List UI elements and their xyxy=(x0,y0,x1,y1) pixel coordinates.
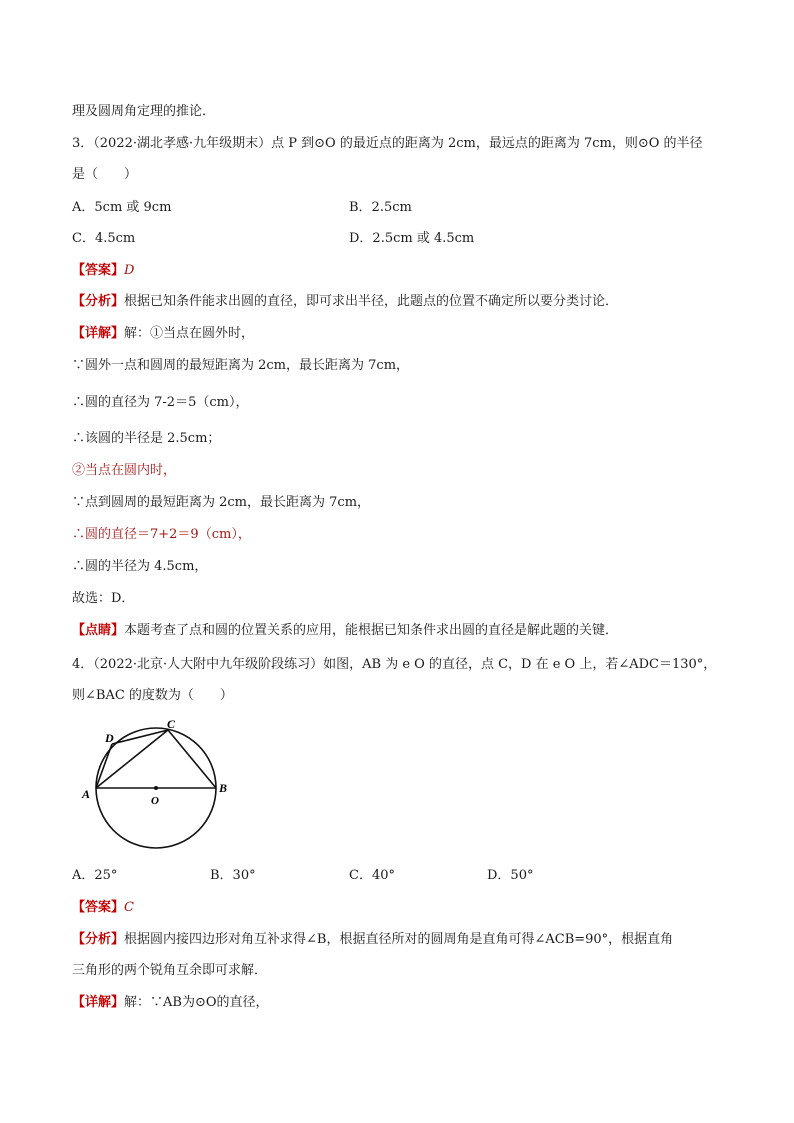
circle-diagram xyxy=(72,718,242,858)
answer-tag: 【答案】 xyxy=(72,263,125,278)
question-3-stem: 3．（2022·湖北孝感·九年级期末）点 P 到⊙O 的最近点的距离为 2cm，最远点的距离为 7cm，则⊙O 的半径 xyxy=(72,136,703,151)
option-c: C．4.5cm xyxy=(72,231,136,246)
comment-tag: 【点睛】 xyxy=(72,623,125,638)
solution-step: ∵点到圆周的最短距离为 2cm，最长距离为 7cm， xyxy=(72,495,371,510)
label-a: A xyxy=(82,787,91,801)
detail-line xyxy=(72,993,269,1013)
label-d: D xyxy=(105,731,114,745)
solution-step: ∵圆外一点和圆周的最短距离为 2cm，最长距离为 7cm， xyxy=(72,358,410,373)
answer-value: D xyxy=(124,263,135,278)
solution-step: ∴圆的直径为 7-2＝5（cm）， xyxy=(72,395,249,410)
solution-step: ②当点在圆内时， xyxy=(72,463,177,478)
analysis-line xyxy=(72,930,673,950)
solution-step: 故选：D． xyxy=(72,591,135,606)
label-b: B xyxy=(219,781,228,795)
analysis-tag: 【分析】 xyxy=(72,294,125,309)
analysis-line xyxy=(72,292,618,312)
detail-tag: 【详解】 xyxy=(72,995,125,1010)
answer-line xyxy=(72,261,134,281)
answer-line xyxy=(72,898,134,918)
answer-value: C xyxy=(124,900,134,915)
detail-line xyxy=(72,324,254,344)
option-d: D．50° xyxy=(487,868,534,883)
question-3-stem-cont: 是（ ） xyxy=(72,167,138,182)
comment-text: 本题考查了点和圆的位置关系的应用，能根据已知条件求出圆的直径是解此题的关键． xyxy=(124,623,619,638)
option-b: B．2.5cm xyxy=(349,200,412,215)
option-a: A．5cm 或 9cm xyxy=(72,200,172,215)
detail-tag: 【详解】 xyxy=(72,326,125,341)
question-4-stem-cont: 则∠BAC 的度数为（ ） xyxy=(72,688,233,703)
solution-step: ∴圆的半径为 4.5cm， xyxy=(72,559,208,574)
detail-text: 解：∵AB为⊙O的直径， xyxy=(124,995,269,1010)
label-o: O xyxy=(151,795,159,807)
text-line: 理及圆周角定理的推论． xyxy=(72,104,216,119)
answer-tag: 【答案】 xyxy=(72,900,125,915)
option-d: D．2.5cm 或 4.5cm xyxy=(349,231,475,246)
option-b: B．30° xyxy=(210,868,256,883)
question-4-stem: 4．（2022·北京·人大附中九年级阶段练习）如图，AB 为 e O 的直径，点 C，D 在 e O 上，若∠ADC＝130°， xyxy=(72,657,717,672)
center-point xyxy=(154,786,158,790)
analysis-text-cont: 三角形的两个锐角互余即可求解． xyxy=(72,963,268,978)
comment-line xyxy=(72,621,618,641)
option-a: A．25° xyxy=(72,868,118,883)
option-c: C．40° xyxy=(349,868,395,883)
analysis-text: 根据已知条件能求出圆的直径，即可求出半径，此题点的位置不确定所以要分类讨论． xyxy=(124,294,619,309)
analysis-tag: 【分析】 xyxy=(72,932,125,947)
solution-step: ∴该圆的半径是 2.5cm； xyxy=(72,431,221,446)
detail-text: 解：①当点在圆外时， xyxy=(124,326,255,341)
solution-step: ∴圆的直径＝7+2＝9（cm）， xyxy=(72,527,251,542)
analysis-text: 根据圆内接四边形对角互补求得∠B，根据直径所对的圆周角是直角可得∠ACB=90°，根据直角 xyxy=(124,932,674,947)
label-c: C xyxy=(167,718,176,731)
